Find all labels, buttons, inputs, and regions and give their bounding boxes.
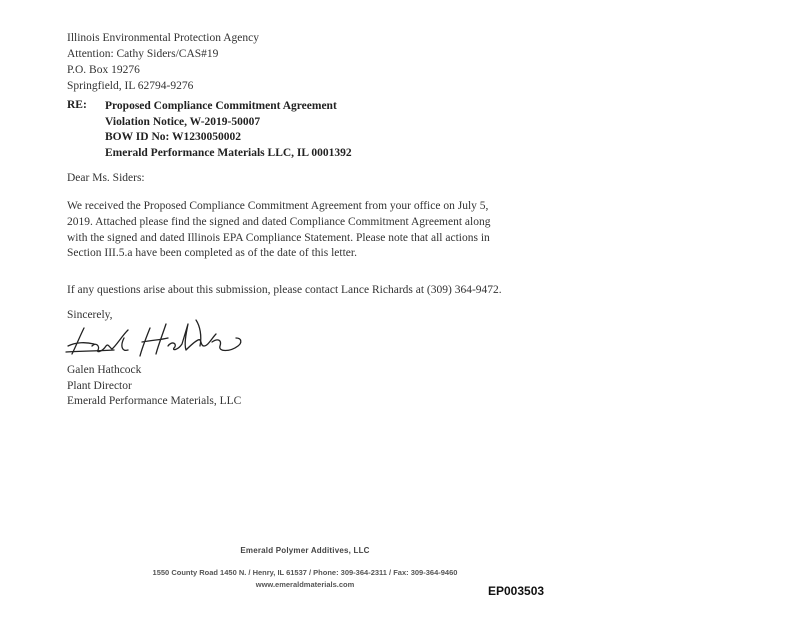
re-label: RE: bbox=[67, 99, 87, 111]
footer-company: Emerald Polymer Additives, LLC bbox=[240, 546, 370, 555]
recipient-line: Illinois Environmental Protection Agency bbox=[67, 32, 259, 44]
recipient-line: Springfield, IL 62794-9276 bbox=[67, 80, 194, 92]
footer-address: 1550 County Road 1450 N. / Henry, IL 61537 / Phone: 309-364-2311 / Fax: 309-364-9460 bbox=[152, 568, 458, 577]
paragraph-line: Section III.5.a have been completed as of the date of this letter. bbox=[67, 247, 357, 260]
subject-line: BOW ID No: W1230050002 bbox=[105, 131, 241, 143]
bates-number: EP003503 bbox=[488, 584, 545, 598]
subject-line: Proposed Compliance Commitment Agreement bbox=[105, 100, 337, 112]
signer-block bbox=[67, 363, 241, 410]
signer-title: Plant Director bbox=[67, 379, 132, 392]
handwritten-signature bbox=[62, 316, 247, 362]
recipient-address bbox=[67, 30, 259, 94]
signer-name: Galen Hathcock bbox=[67, 364, 142, 376]
recipient-line: P.O. Box 19276 bbox=[67, 64, 140, 76]
closing: Sincerely, bbox=[67, 309, 113, 321]
paragraph-line: with the signed and dated Illinois EPA Compliance Statement. Please note that all actions in bbox=[67, 231, 490, 244]
paragraph-line: We received the Proposed Compliance Commitment Agreement from your office on July 5, bbox=[67, 200, 489, 212]
recipient-line: Attention: Cathy Siders/CAS#19 bbox=[67, 48, 219, 60]
subject-line: Emerald Performance Materials LLC, IL 0001392 bbox=[105, 146, 352, 159]
signer-company: Emerald Performance Materials, LLC bbox=[67, 395, 242, 407]
body-paragraph-1 bbox=[67, 199, 537, 262]
subject-line: Violation Notice, W-2019-50007 bbox=[105, 115, 261, 128]
body-paragraph-2: If any questions arise about this submission, please contact Lance Richards at (309) 364-9472. bbox=[67, 284, 502, 296]
footer-website: www.emeraldmaterials.com bbox=[255, 580, 355, 589]
subject-block bbox=[105, 99, 352, 161]
paragraph-line: 2019. Attached please find the signed and dated Compliance Commitment Agreement along bbox=[67, 215, 491, 228]
salutation: Dear Ms. Siders: bbox=[67, 172, 145, 184]
